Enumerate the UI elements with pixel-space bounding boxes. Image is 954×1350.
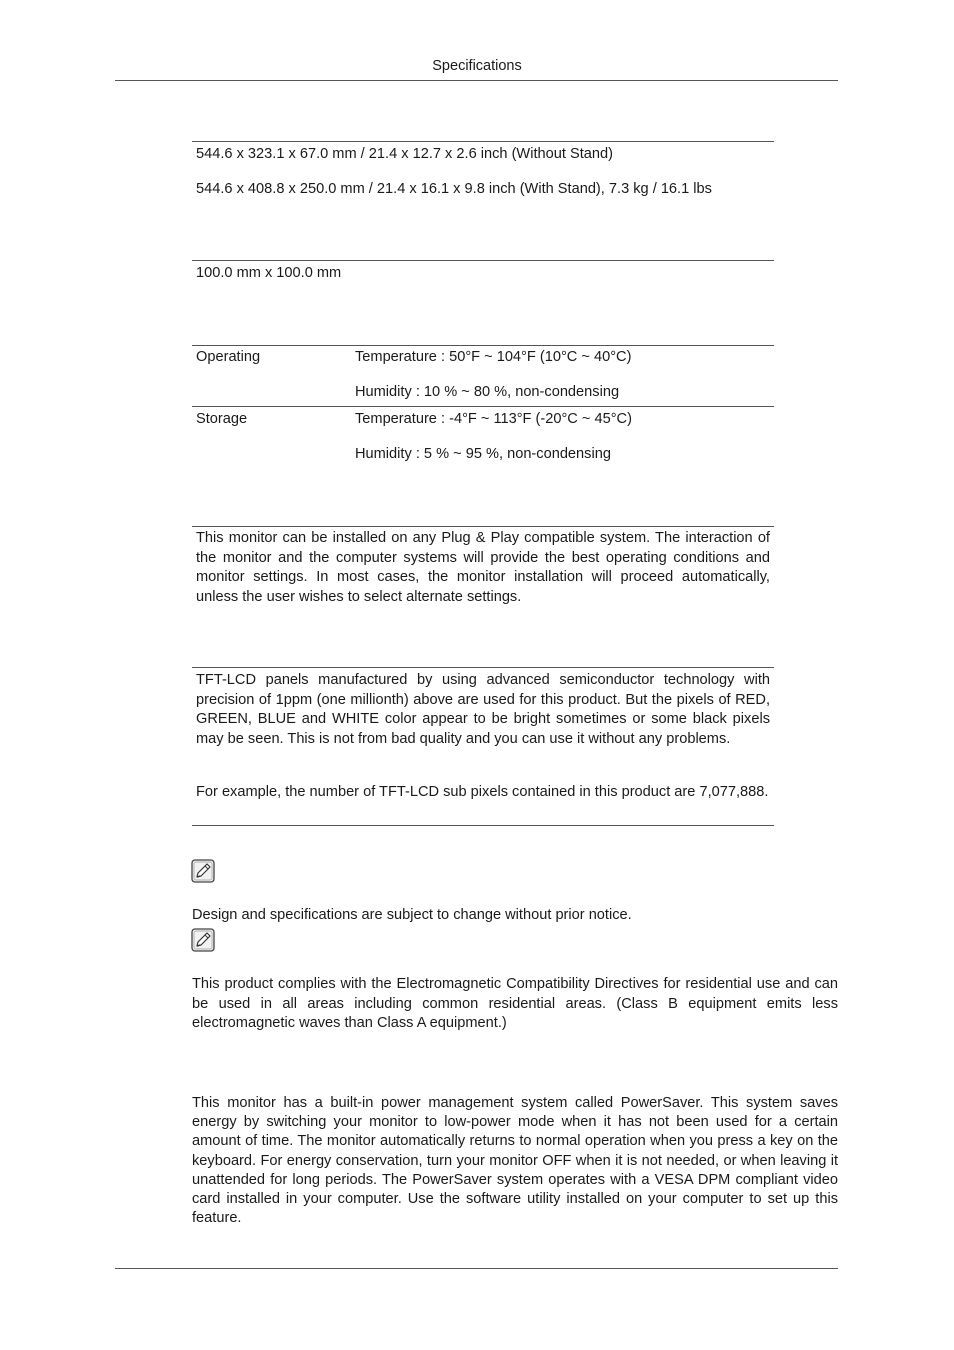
page-title: Specifications xyxy=(432,58,522,74)
note-pencil-icon xyxy=(191,859,215,883)
table-rule xyxy=(192,141,774,142)
table-rule xyxy=(192,345,774,346)
dot-acceptable-paragraph-1: TFT-LCD panels manufactured by using advanced semiconductor technology with precision of 1ppm (one millionth) above are used for this product. But the pixels of RED, GREEN, BLUE and WHITE color appear to be bright sometimes or some black pixels may be seen. This is not from bad quality and you can use it without any problems. xyxy=(196,672,770,747)
env-row-label: Operating xyxy=(196,349,261,365)
header-rule xyxy=(115,80,838,81)
table-rule xyxy=(192,526,774,527)
env-row-label: Storage xyxy=(196,411,248,427)
dot-acceptable-paragraph-2: For example, the number of TFT-LCD sub pixels contained in this product are 7,077,888. xyxy=(196,784,769,800)
env-row-temperature: Temperature : 50°F ~ 104°F (10°C ~ 40°C) xyxy=(355,349,632,365)
table-rule xyxy=(192,260,774,261)
env-row-humidity: Humidity : 10 % ~ 80 %, non-condensing xyxy=(355,384,620,400)
note-emc-compliance: This product complies with the Electromagnetic Compatibility Directives for residential use and can be used in all areas including common residential areas. (Class B equipment emits less electromagnetic waves than Class A equipment.) xyxy=(192,976,838,1031)
powersaver-paragraph: This monitor has a built-in power management system called PowerSaver. This system saves energy by switching your monitor to low-power mode when it has not been used for a certain amount of time. The monitor automatically returns to normal operation when you press a key on the keyboard. For energy conservation, turn your monitor OFF when it is not needed, or when leaving it unattended for long periods. The PowerSaver system operates with a VESA DPM compliant video card installed in your computer. Use the software utility installed on your computer to set up this feature. xyxy=(192,1095,838,1227)
note-pencil-icon xyxy=(191,928,215,952)
env-row-temperature: Temperature : -4°F ~ 113°F (-20°C ~ 45°C) xyxy=(355,411,632,427)
table-rule xyxy=(192,825,774,826)
dimensions-with-stand: 544.6 x 408.8 x 250.0 mm / 21.4 x 16.1 x 9.8 inch (With Stand), 7.3 kg / 16.1 lbs xyxy=(196,181,712,197)
dimensions-without-stand: 544.6 x 323.1 x 67.0 mm / 21.4 x 12.7 x 2.6 inch (Without Stand) xyxy=(196,146,613,162)
footer-rule xyxy=(115,1268,838,1269)
table-row-divider xyxy=(192,406,774,407)
note-design-change: Design and specifications are subject to change without prior notice. xyxy=(192,907,632,923)
env-row-humidity: Humidity : 5 % ~ 95 %, non-condensing xyxy=(355,446,611,462)
plug-and-play-text: This monitor can be installed on any Plug & Play compatible system. The interaction of the monitor and the computer systems will provide the best operating conditions and monitor settings. In most cases, the monitor installation will proceed automatically, unless the user wishes to select alternate settings. xyxy=(196,530,770,605)
vesa-value: 100.0 mm x 100.0 mm xyxy=(196,265,342,281)
table-rule xyxy=(192,667,774,668)
